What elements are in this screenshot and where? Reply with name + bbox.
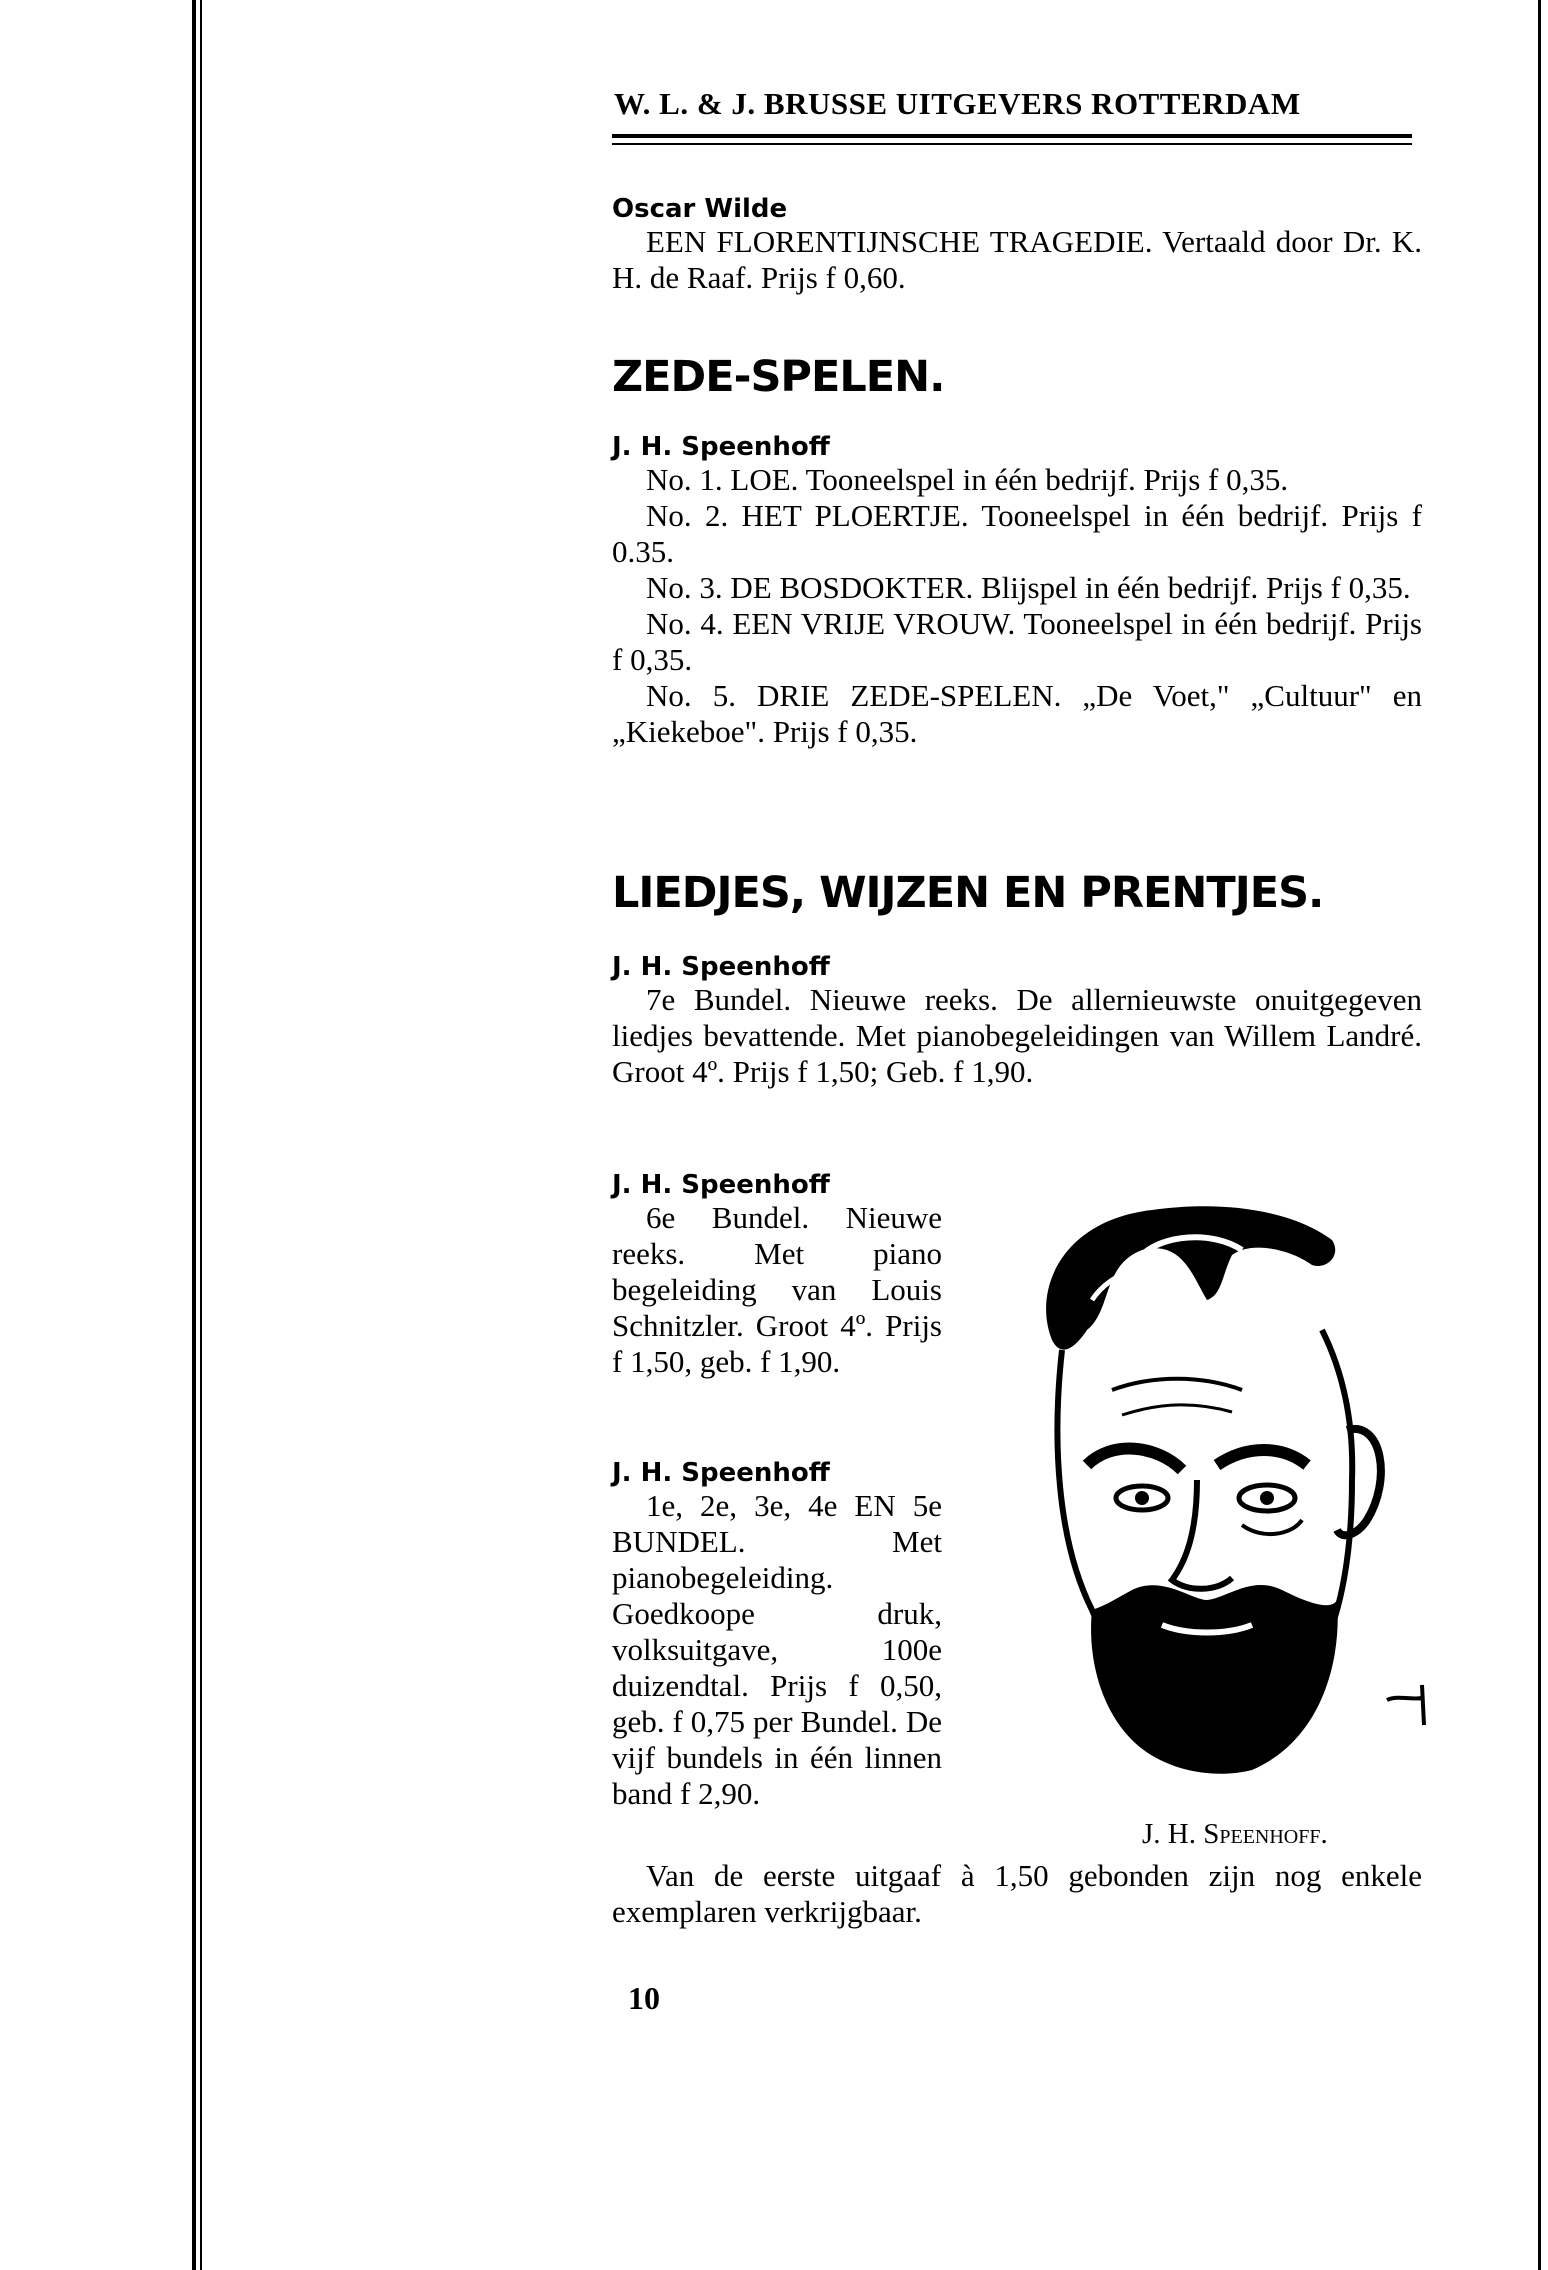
list-item: No. 4. EEN VRIJE VROUW. Tooneelspel in één bedrijf. Prijs f 0,35.	[612, 606, 1422, 677]
list-item: No. 1. LOE. Tooneelspel in één bedrijf. Prijs f 0,35.	[646, 462, 1289, 497]
list-item: No. 3. DE BOSDOKTER. Blijspel in één bedrijf. Prijs f 0,35.	[646, 570, 1411, 605]
entry-bundel-7	[612, 952, 1422, 1090]
page-number: 10	[628, 1980, 660, 2016]
binding-edge-line	[200, 0, 202, 2270]
entry-text: 1e, 2e, 3e, 4e EN 5e BUNDEL. Met pianobegeleiding. Goedkoope druk, volksuitgave, 100e duizendtal. Prijs f 0,50, geb. f 0,75 per Bundel. De vijf bundels in één linnen band f 2,90.	[612, 1488, 942, 1811]
header-rule-thin	[612, 143, 1412, 145]
entry-wilde	[612, 194, 1422, 296]
section-heading: ZEDE-SPELEN.	[612, 352, 945, 402]
author-name: J. H. Speenhoff	[612, 1458, 830, 1488]
entry-speenhoff-plays	[612, 432, 1422, 750]
entry-bundel-6	[612, 1170, 942, 1380]
list-item: No. 2. HET PLOERTJE. Tooneelspel in één bedrijf. Prijs f 0.35.	[612, 498, 1422, 569]
entry-bundel-1-5	[612, 1458, 942, 1812]
author-name: J. H. Speenhoff	[612, 1170, 830, 1200]
caption-text: J. H. Speenhoff.	[1142, 1818, 1328, 1850]
author-name: J. H. Speenhoff	[612, 952, 830, 982]
portrait-caricature	[992, 1180, 1452, 1790]
entry-note	[612, 1858, 1422, 1930]
binding-edge-line	[1538, 0, 1541, 2270]
entry-text: 7e Bundel. Nieuwe reeks. De allernieuwste onuitgegeven liedjes bevattende. Met pianobegeleidingen van Willem Landré. Groot 4º. Prijs f 1,50; Geb. f 1,90.	[612, 982, 1422, 1089]
portrait-caption	[1142, 1818, 1328, 1851]
section-liedjes	[612, 868, 1422, 918]
section-heading: LIEDJES, WIJZEN EN PRENTJES.	[612, 868, 1324, 918]
running-head: W. L. & J. BRUSSE UITGEVERS ROTTERDAM	[614, 86, 1301, 121]
entry-text: EEN FLORENTIJNSCHE TRAGEDIE. Vertaald door Dr. K. H. de Raaf. Prijs f 0,60.	[612, 224, 1422, 295]
section-zede-spelen	[612, 352, 1422, 402]
note-text: Van de eerste uitgaaf à 1,50 gebonden zijn nog enkele exemplaren verkrijgbaar.	[612, 1858, 1422, 1929]
entry-text: 6e Bundel. Nieuwe reeks. Met piano begeleiding van Louis Schnitzler. Groot 4º. Prijs f 1,50, geb. f 1,90.	[612, 1200, 942, 1379]
binding-edge-line	[192, 0, 196, 2270]
header-rule	[612, 134, 1412, 138]
author-name: J. H. Speenhoff	[612, 432, 830, 462]
author-name: Oscar Wilde	[612, 194, 788, 224]
list-item: No. 5. DRIE ZEDE-SPELEN. „De Voet," „Cultuur" en „Kiekeboe". Prijs f 0,35.	[612, 678, 1422, 749]
